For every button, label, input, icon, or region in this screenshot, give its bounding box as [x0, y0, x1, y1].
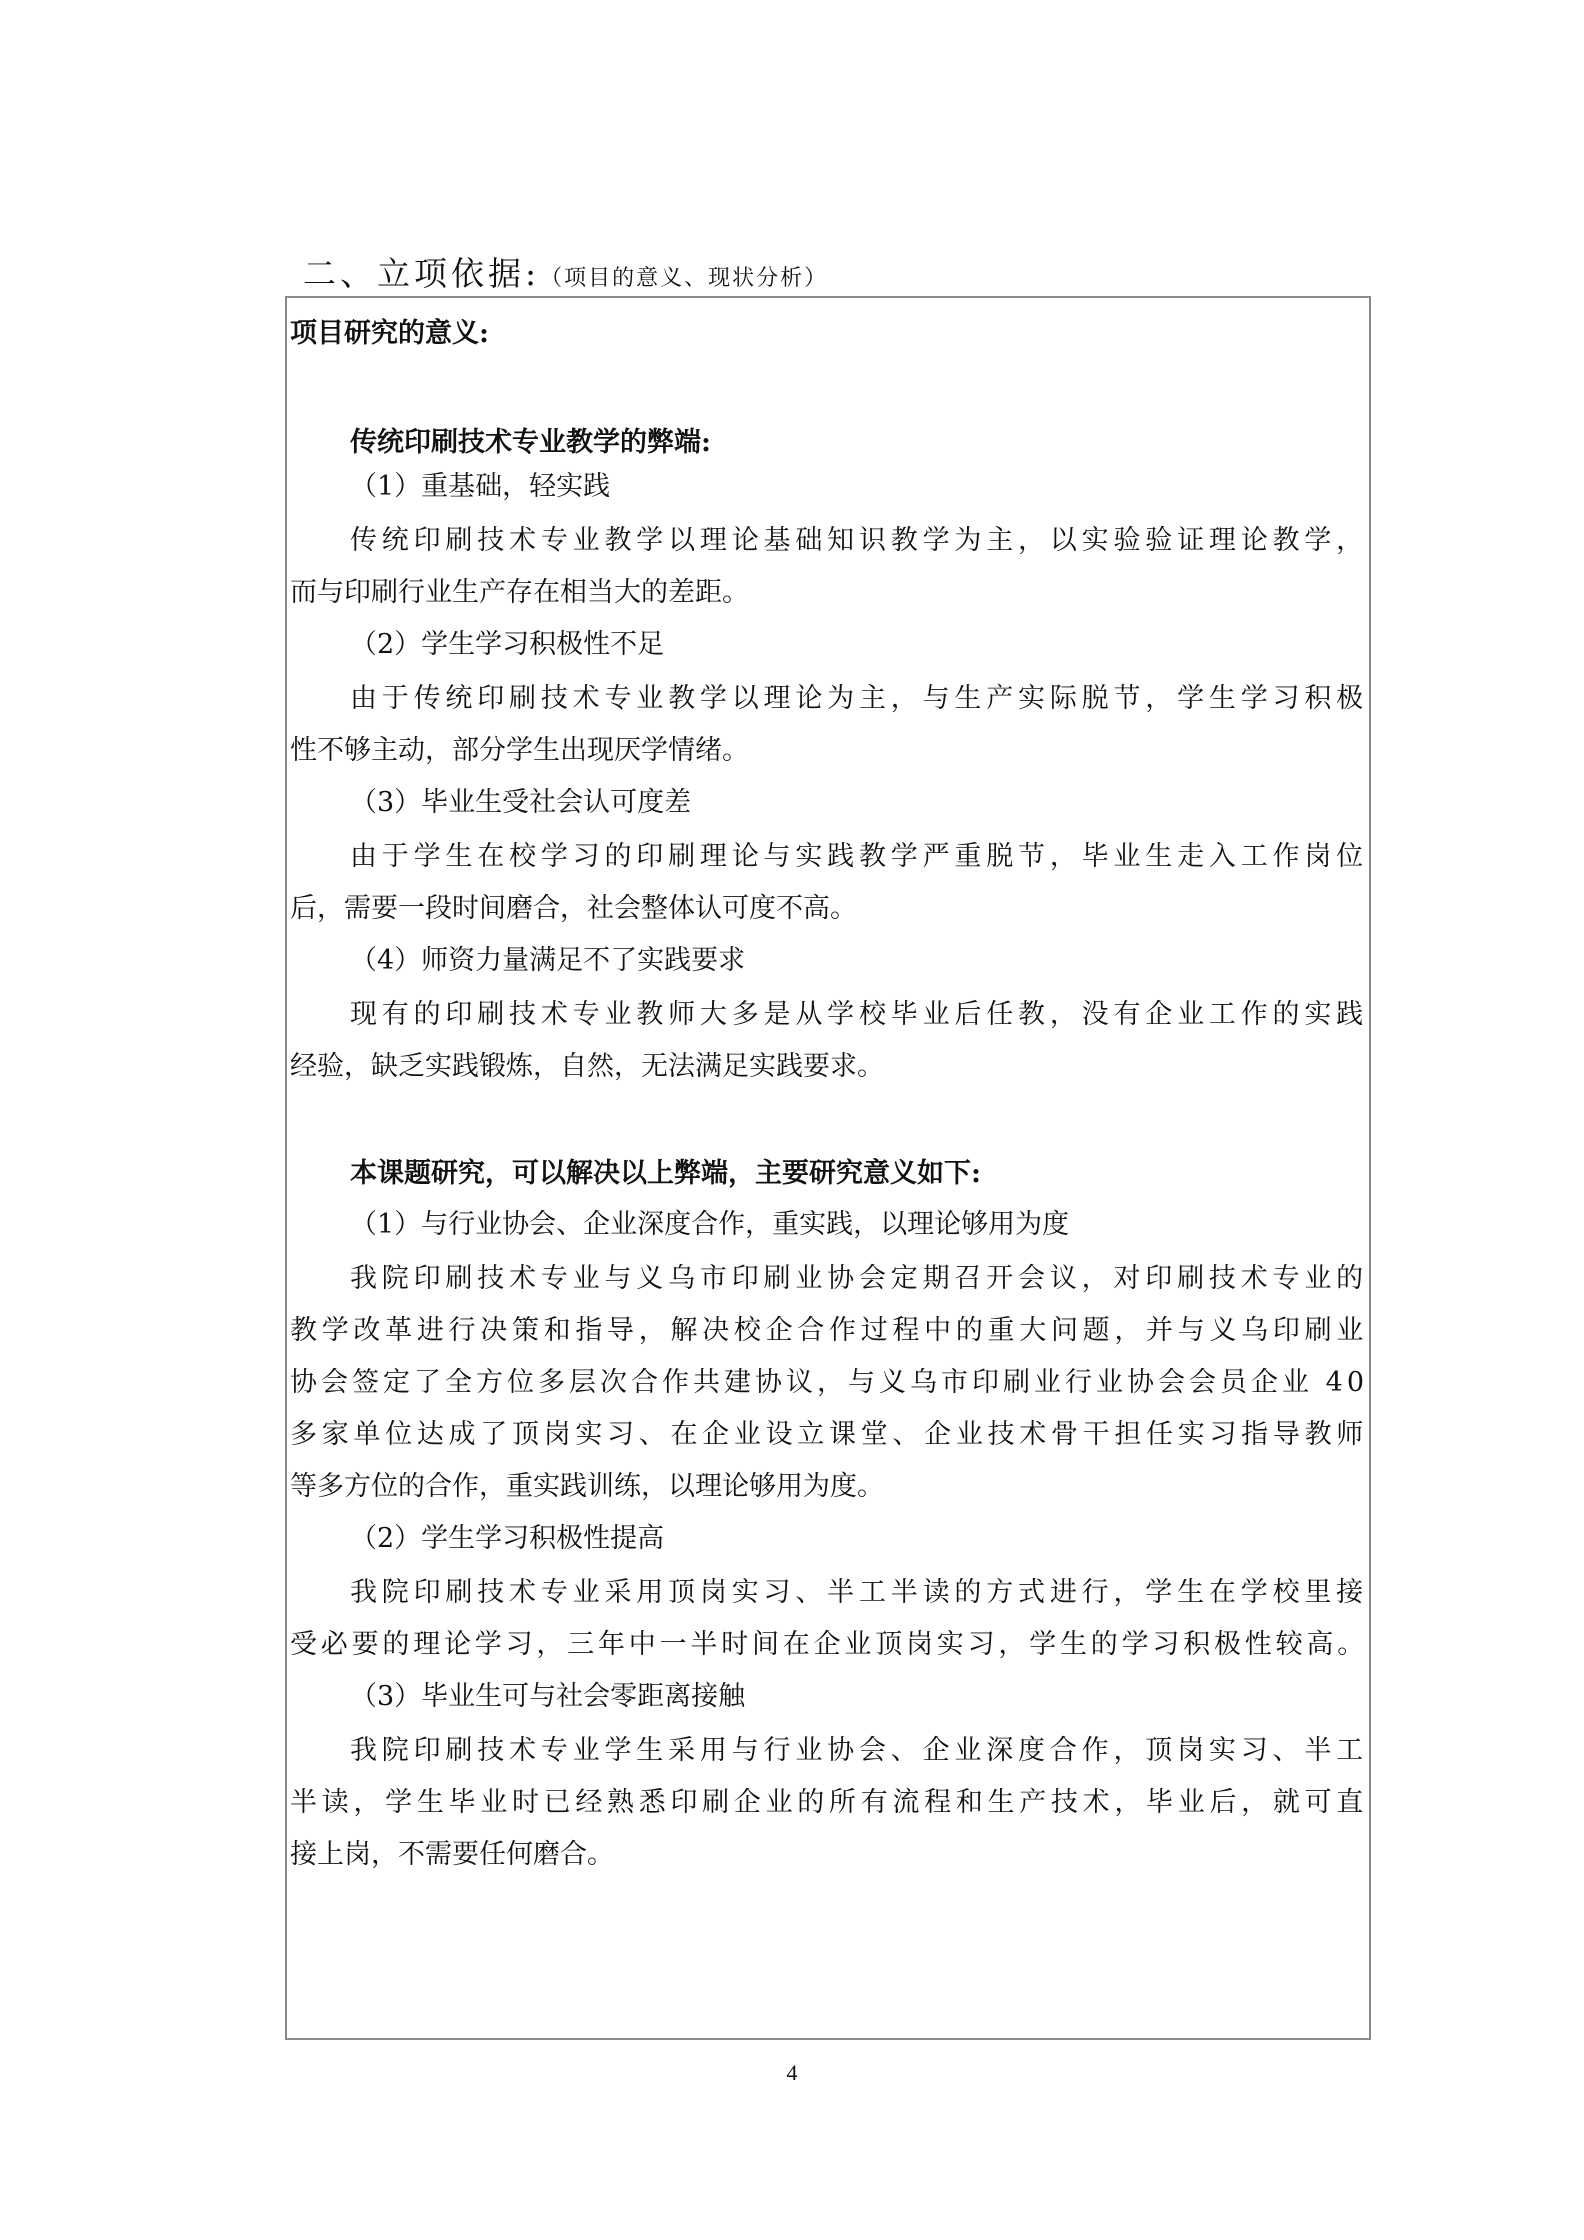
- paragraph-line: 接上岗，不需要任何磨合。: [290, 1839, 614, 1870]
- significance-heading: 本课题研究，可以解决以上弊端，主要研究意义如下:: [350, 1158, 981, 1189]
- paragraph-line: 我院印刷技术专业与义乌市印刷业协会定期召开会议，对印刷技术专业的: [350, 1263, 1368, 1294]
- drawback-title: （3）毕业生受社会认可度差: [350, 787, 692, 818]
- drawbacks-heading: 传统印刷技术专业教学的弊端:: [350, 427, 711, 458]
- paragraph-line: 传统印刷技术专业教学以理论基础知识教学为主，以实验验证理论教学，: [350, 525, 1368, 556]
- significance-title: （1）与行业协会、企业深度合作，重实践，以理论够用为度: [350, 1209, 1070, 1240]
- paragraph-line: 而与印刷行业生产存在相当大的差距。: [290, 577, 749, 608]
- paragraph-line: 我院印刷技术专业学生采用与行业协会、企业深度合作，顶岗实习、半工: [350, 1735, 1368, 1766]
- paragraph-line: 教学改革进行决策和指导，解决校企合作过程中的重大问题，并与义乌印刷业: [290, 1315, 1368, 1346]
- paragraph-line: 等多方位的合作，重实践训练，以理论够用为度。: [290, 1471, 884, 1502]
- paragraph-line: 半读，学生毕业时已经熟悉印刷企业的所有流程和生产技术，毕业后，就可直: [290, 1787, 1368, 1818]
- paragraph-line: 我院印刷技术专业采用顶岗实习、半工半读的方式进行，学生在学校里接: [350, 1577, 1368, 1608]
- paragraph-line: 现有的印刷技术专业教师大多是从学校毕业后任教，没有企业工作的实践: [350, 999, 1368, 1030]
- section-title: 二、立项依据:: [303, 254, 541, 293]
- paragraph-line: 多家单位达成了顶岗实习、在企业设立课堂、企业技术骨干担任实习指导教师: [290, 1419, 1368, 1450]
- page-number: 4: [786, 2060, 798, 2085]
- drawback-title: （1）重基础，轻实践: [350, 471, 611, 502]
- paragraph-line: 后，需要一段时间磨合，社会整体认可度不高。: [290, 893, 857, 924]
- paragraph-line: 受必要的理论学习，三年中一半时间在企业顶岗实习，学生的学习积极性较高。: [290, 1629, 1368, 1660]
- paragraph-line: 由于学生在校学习的印刷理论与实践教学严重脱节，毕业生走入工作岗位: [350, 841, 1368, 872]
- drawback-title: （4）师资力量满足不了实践要求: [350, 945, 746, 976]
- paragraph-line: 性不够主动，部分学生出现厌学情绪。: [290, 735, 749, 766]
- section-heading: [303, 248, 828, 296]
- drawback-title: （2）学生学习积极性不足: [350, 629, 665, 660]
- significance-title: （2）学生学习积极性提高: [350, 1523, 665, 1554]
- paragraph-line: 由于传统印刷技术专业教学以理论为主，与生产实际脱节，学生学习积极: [350, 683, 1368, 714]
- significance-title: （3）毕业生可与社会零距离接触: [350, 1681, 746, 1712]
- paragraph-line: 协会签定了全方位多层次合作共建协议，与义乌市印刷业行业协会会员企业 40: [290, 1367, 1368, 1398]
- content-heading: 项目研究的意义:: [290, 318, 489, 349]
- paragraph-line: 经验，缺乏实践锻炼，自然，无法满足实践要求。: [290, 1051, 884, 1082]
- section-note: （项目的意义、现状分析）: [540, 266, 829, 291]
